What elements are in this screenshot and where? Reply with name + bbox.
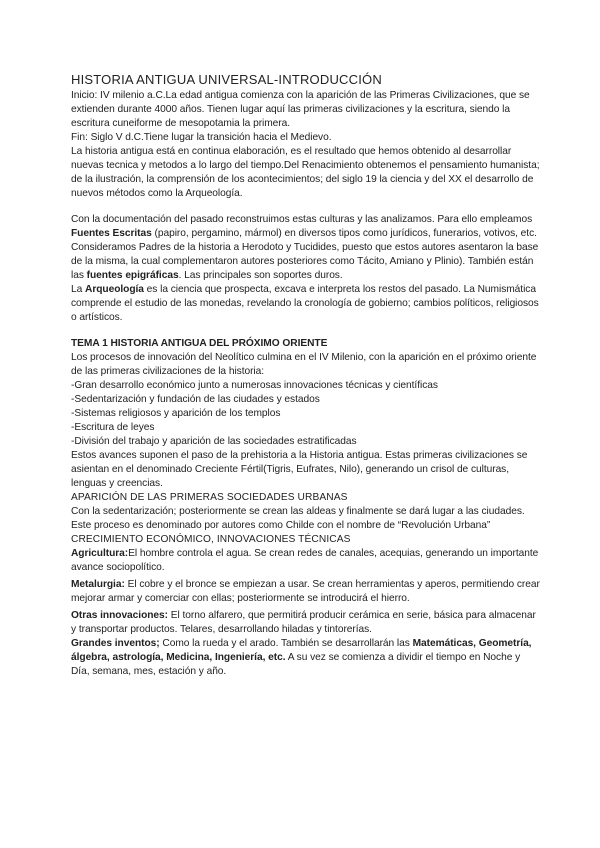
document-title: HISTORIA ANTIGUA UNIVERSAL-INTRODUCCIÓN [71,72,382,87]
list-item: -División del trabajo y aparición de las sociedades estratificadas [71,436,357,447]
metalurgia-label: Metalurgia: [71,579,125,590]
fuentes-escritas-term: Fuentes Escritas [71,228,152,239]
otras-innovaciones-label: Otras innovaciones: [71,610,168,621]
list-item: -Escritura de leyes [71,422,155,433]
grandes-inventos-label: Grandes inventos; [71,638,160,649]
ciencias-term: Matemáticas, Geometría, álgebra, astrología, Medicina, Ingeniería, etc. [71,638,532,663]
paragraph-documentacion: Con la documentación del pasado reconstruimos estas culturas y las analizamos. Para ello empleamos Fuentes Escritas (papiro, pergamino, mármol) en diversos tipos como jurídicos, funerarios, votivos, etc. Consideramos Padres de la historia a Herodoto y Tucidides, puesto que estos autores asentaron la base de la misma, la cual complementaron autores posteriores como Tácito, Amiano y Plinio). También están las fuentes epigráficas. Las principales son soportes duros. [71,214,539,281]
subheading-sociedades-urbanas: APARICIÓN DE LAS PRIMERAS SOCIEDADES URBANAS [71,492,348,503]
arqueologia-term: Arqueología [85,284,144,295]
paragraph-arqueologia: La Arqueología es la ciencia que prospecta, excava e interpreta los restos del pasado. La Numismática comprende el estudio de las monedas, revelando la cronología de gobierno; cambios políticos, religiosos o artísticos. [71,284,539,323]
list-item: -Gran desarrollo económico junto a numerosas innovaciones técnicas y científicas [71,380,438,391]
intro-historia: La historia antigua está en continua elaboración, es el resultado que hemos obtenido al desarrollar nuevas tecnica y metodos a lo largo del tiempo.Del Renacimiento obtenemos el pensamiento humanista; de la ilustración, la comprensión de los acontecimientos; del siglo 19 la ciencia y del XX el desarrollo de nuevos métodos como la Arqueología. [71,146,540,199]
list-item: -Sistemas religiosos y aparición de los templos [71,408,281,419]
paragraph-agricultura: Agricultura:El hombre controla el agua. Se crean redes de canales, acequias, generando un importante avance sociopolítico. [71,548,539,573]
paragraph-grandes-inventos: Grandes inventos; Como la rueda y el arado. También se desarrollarán las Matemáticas, Geometría, álgebra, astrología, Medicina, Ingeniería, etc. A su vez se comienza a dividir el tiempo en Noche y Día, semana, mes, estación y año. [71,638,532,677]
paragraph-urbanas: Con la sedentarización; posteriormente se crean las aldeas y finalmente se dará lugar a las ciudades. Este proceso es denominado por autores como Childe con el nombre de “Revolución Urbana” [71,506,525,531]
paragraph-avances: Estos avances suponen el paso de la prehistoria a la Historia antigua. Estas primeras civilizaciones se asientan en el denominado Creciente Fértil(Tigris, Eufrates, Nilo), generando un crisol de culturas, lenguas y creencias. [71,450,528,489]
fuentes-epigraficas-term: fuentes epigráficas [86,270,179,281]
tema-heading: TEMA 1 HISTORIA ANTIGUA DEL PRÓXIMO ORIENTE [71,338,328,349]
intro-inicio: Inicio: IV milenio a.C.La edad antigua comienza con la aparición de las Primeras Civilizaciones, que se extienden durante 4000 años. Tienen lugar aquí las primeras civilizaciones y la escritura, siendo la escritura cuneiforme de mesopotamia la primera. [71,90,530,129]
paragraph-otras-innovaciones: Otras innovaciones: El torno alfarero, que permitirá producir cerámica en serie, básica para almacenar y transportar productos. Telares, desarrollando hiladas y tintorerías. [71,610,536,635]
paragraph-metalurgia: Metalurgia: El cobre y el bronce se empiezan a usar. Se crean herramientas y aperos, permitiendo crear mejorar armar y comerciar con ellas; posteriormente se introducirá el hierro. [71,579,540,604]
agricultura-label: Agricultura: [71,548,129,559]
document-body [71,72,541,679]
intro-fin: Fin: Siglo V d.C.Tiene lugar la transición hacia el Medievo. [71,132,332,143]
tema-intro: Los procesos de innovación del Neolítico culmina en el IV Milenio, con la aparición en el próximo oriente de las primeras civilizaciones de la historia: [71,352,537,377]
subheading-crecimiento: CRECIMIENTO ECONÓMICO, INNOVACIONES TÉCNICAS [71,534,351,545]
list-item: -Sedentarización y fundación de las ciudades y estados [71,394,320,405]
